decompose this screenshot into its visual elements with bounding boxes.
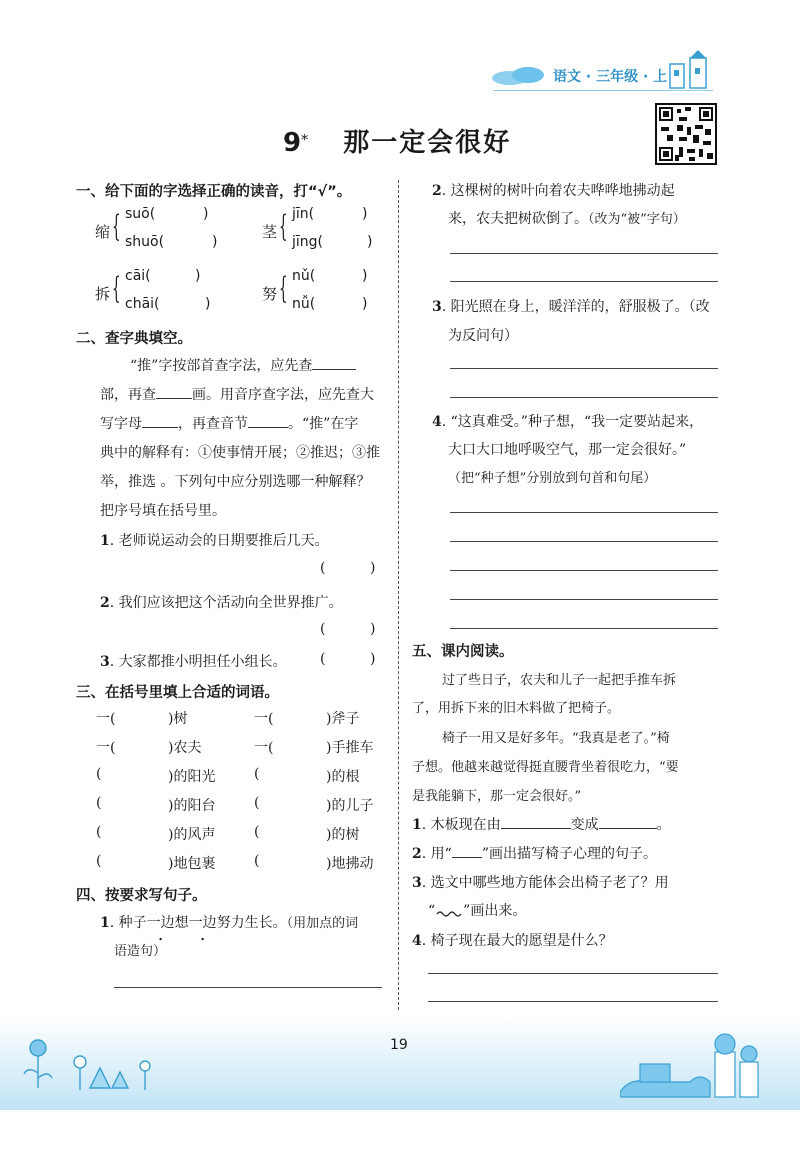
blank-input[interactable] bbox=[599, 814, 657, 829]
answer-line[interactable] bbox=[450, 512, 718, 513]
answer-paren[interactable]: ( ) bbox=[320, 560, 376, 576]
section4-q2: 2. 这棵树的树叶向着农夫哗哗地拂动起 bbox=[432, 183, 675, 199]
grid-close: )地拂动 bbox=[326, 856, 374, 872]
pinyin-item-4 bbox=[262, 268, 392, 318]
answer-line[interactable] bbox=[428, 1001, 718, 1002]
lesson-number: 9 bbox=[283, 128, 302, 158]
straight-underline-icon bbox=[452, 847, 482, 858]
grid-open[interactable]: ( bbox=[254, 766, 260, 782]
section2-line4: 典中的解释有：①使事情开展；②推迟；③推 bbox=[100, 445, 380, 461]
section2-line5: 举，推选 。下列句中应分别选哪一种解释？ bbox=[100, 474, 371, 490]
section2-line6: 把序号填在括号里。 bbox=[100, 503, 226, 519]
passage-line: 是我能躺下，那一定会很好。” bbox=[412, 789, 582, 804]
word-fill-grid bbox=[96, 708, 396, 888]
cloud-icon bbox=[490, 62, 550, 86]
section2-line1: “推”字按部首查字法，应先查 bbox=[130, 355, 356, 375]
answer-line[interactable] bbox=[428, 973, 718, 974]
blank-input[interactable] bbox=[142, 413, 178, 428]
section4-q4-cont2: （把“种子想”分别放到句首和句尾） bbox=[448, 471, 657, 486]
house-icon bbox=[620, 1022, 770, 1102]
lesson-star: * bbox=[301, 132, 309, 149]
grid-close: )的风声 bbox=[168, 827, 216, 843]
pinyin-char: 茎 bbox=[262, 223, 278, 241]
answer-line[interactable] bbox=[450, 281, 718, 282]
pinyin-close-top: ) bbox=[362, 206, 368, 222]
section4-q3-cont: 为反问句） bbox=[448, 328, 518, 344]
section5-q3-cont: “ ”画出来。 bbox=[428, 903, 527, 919]
header-label: 语文 · 三年级 · 上 bbox=[553, 69, 668, 85]
section4-q4-cont1: 大口大口地呼吸空气，那一定会很好。” bbox=[448, 442, 687, 458]
pinyin-char: 缩 bbox=[95, 223, 111, 241]
answer-line[interactable] bbox=[450, 570, 718, 571]
section2-q1: 1. 老师说运动会的日期要推后几天。 bbox=[100, 533, 329, 549]
pinyin-close-bottom: ) bbox=[212, 234, 218, 250]
pinyin-close-bottom: ) bbox=[362, 296, 368, 312]
blank-input[interactable] bbox=[312, 355, 356, 370]
castle-icon bbox=[660, 50, 720, 90]
blank-input[interactable] bbox=[248, 413, 288, 428]
brace-icon: { bbox=[279, 271, 288, 306]
passage-line: 子想。他越来越觉得挺直腰背坐着很吃力，“要 bbox=[412, 760, 679, 775]
header-rule bbox=[493, 90, 713, 91]
section2-line3: 写字母 ，再查音节 。“推”在字 bbox=[100, 413, 358, 433]
pinyin-close-bottom: ) bbox=[367, 234, 373, 250]
grid-close: )地包裹 bbox=[168, 856, 216, 872]
qr-code-icon[interactable] bbox=[655, 103, 717, 165]
section4-q1-cont: 语造句） bbox=[114, 944, 167, 959]
lesson-title-text: 那一定会很好 bbox=[343, 128, 512, 158]
lesson-title bbox=[283, 122, 511, 159]
brace-icon: { bbox=[112, 209, 121, 244]
pinyin-item-1 bbox=[95, 206, 255, 256]
section4-q1: 1. 种子一边想一边努力生长。（用加点的词 bbox=[100, 915, 359, 931]
section4-q2-cont: 来，农夫把树砍倒了。（改为“被”字句） bbox=[448, 211, 686, 227]
pinyin-option-bottom[interactable]: shuō( bbox=[125, 234, 165, 250]
answer-line[interactable] bbox=[450, 397, 718, 398]
pinyin-option-top[interactable]: suō( bbox=[125, 206, 156, 222]
pinyin-close-bottom: ) bbox=[205, 296, 211, 312]
grid-open[interactable]: 一( bbox=[254, 711, 274, 727]
answer-line[interactable] bbox=[450, 368, 718, 369]
grid-close: )的阳光 bbox=[168, 769, 216, 785]
grid-open[interactable]: ( bbox=[96, 824, 102, 840]
grid-close: )的阳台 bbox=[168, 798, 216, 814]
blank-input[interactable] bbox=[501, 814, 571, 829]
section5-q4: 4. 椅子现在最大的愿望是什么？ bbox=[412, 933, 613, 949]
section2-heading: 二、查字典填空。 bbox=[76, 331, 192, 347]
section4-heading: 四、按要求写句子。 bbox=[76, 888, 207, 904]
pinyin-item-3 bbox=[95, 268, 255, 318]
section2-line2: 部，再查 画。用音序查字法，应先查大 bbox=[100, 384, 374, 404]
page-number: 19 bbox=[390, 1037, 408, 1053]
section2-q2: 2. 我们应该把这个活动向全世界推广。 bbox=[100, 595, 343, 611]
pinyin-item-2 bbox=[262, 206, 392, 256]
grid-close: )的根 bbox=[326, 769, 360, 785]
grid-close: )手推车 bbox=[326, 740, 374, 756]
section4-q3: 3. 阳光照在身上，暖洋洋的，舒服极了。（改 bbox=[432, 299, 710, 315]
section5-q1: 1. 木板现在由 变成 。 bbox=[412, 814, 671, 834]
section5-heading: 五、课内阅读。 bbox=[412, 644, 514, 660]
flower-icon bbox=[10, 1028, 160, 1098]
section2-q3: 3. 大家都推小明担任小组长。 bbox=[100, 654, 287, 670]
brace-icon: { bbox=[112, 271, 121, 306]
passage-line: 了，用拆下来的旧木料做了把椅子。 bbox=[412, 701, 621, 716]
section3-heading: 三、在括号里填上合适的词语。 bbox=[76, 685, 279, 701]
answer-line[interactable] bbox=[450, 253, 718, 254]
answer-line[interactable] bbox=[450, 628, 718, 629]
section5-q2: 2. 用“ ”画出描写椅子心理的句子。 bbox=[412, 846, 657, 862]
pinyin-char: 拆 bbox=[95, 285, 111, 303]
grid-close: )的树 bbox=[326, 827, 360, 843]
grid-open[interactable]: ( bbox=[96, 853, 102, 869]
answer-line[interactable] bbox=[450, 599, 718, 600]
passage-line: 过了些日子，农夫和儿子一起把手推车拆 bbox=[442, 673, 677, 688]
grid-open[interactable]: ( bbox=[254, 853, 260, 869]
grid-open[interactable]: 一( bbox=[96, 740, 116, 756]
answer-line[interactable] bbox=[450, 541, 718, 542]
passage-line: 椅子一用又是好多年。“我真是老了。”椅 bbox=[442, 731, 670, 746]
grid-open[interactable]: 一( bbox=[254, 740, 274, 756]
grid-close: )斧子 bbox=[326, 711, 360, 727]
grid-open[interactable]: 一( bbox=[96, 711, 116, 727]
grid-open[interactable]: ( bbox=[254, 824, 260, 840]
pinyin-close-top: ) bbox=[203, 206, 209, 222]
column-divider bbox=[398, 180, 399, 1010]
answer-paren[interactable]: ( ) bbox=[320, 651, 376, 667]
pinyin-option-bottom[interactable]: jīng( bbox=[292, 234, 324, 250]
grid-close: )树 bbox=[168, 711, 188, 727]
answer-line[interactable] bbox=[114, 987, 382, 988]
blank-input[interactable] bbox=[156, 384, 192, 399]
pinyin-char: 努 bbox=[262, 285, 278, 303]
section5-q3: 3. 选文中哪些地方能体会出椅子老了？用 bbox=[412, 875, 669, 891]
wavy-underline-icon bbox=[435, 904, 463, 918]
pinyin-option-top[interactable]: jīn( bbox=[292, 206, 315, 222]
pinyin-close-top: ) bbox=[195, 268, 201, 284]
pinyin-option-bottom[interactable]: nǚ( bbox=[292, 296, 316, 312]
pinyin-close-top: ) bbox=[362, 268, 368, 284]
section4-q4: 4. “这真难受。”种子想，“我一定要站起来， bbox=[432, 414, 704, 430]
section1-heading: 一、给下面的字选择正确的读音，打“√”。 bbox=[76, 184, 352, 200]
pinyin-option-top[interactable]: cāi( bbox=[125, 268, 151, 284]
pinyin-option-bottom[interactable]: chāi( bbox=[125, 296, 160, 312]
grid-open[interactable]: ( bbox=[254, 795, 260, 811]
pinyin-option-top[interactable]: nǔ( bbox=[292, 268, 316, 284]
grid-close: )的儿子 bbox=[326, 798, 374, 814]
brace-icon: { bbox=[279, 209, 288, 244]
grid-open[interactable]: ( bbox=[96, 766, 102, 782]
answer-paren[interactable]: ( ) bbox=[320, 621, 376, 637]
grid-open[interactable]: ( bbox=[96, 795, 102, 811]
grid-close: )农夫 bbox=[168, 740, 202, 756]
